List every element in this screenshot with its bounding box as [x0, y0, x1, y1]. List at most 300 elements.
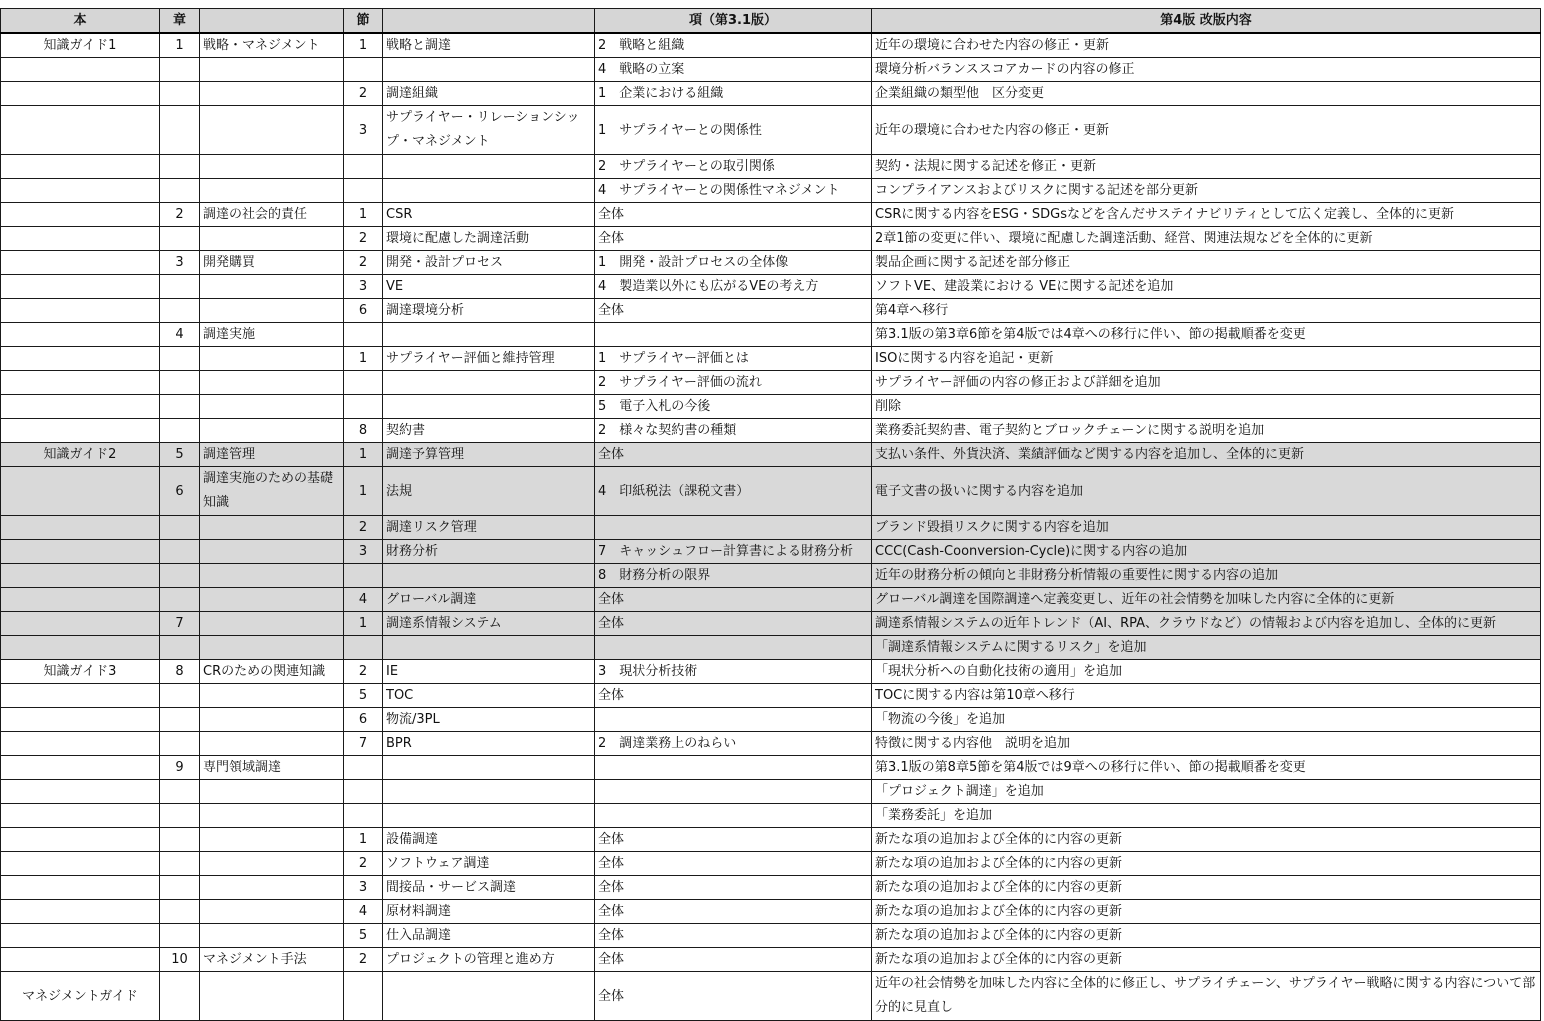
cell-rev: 「物流の今後」を追加	[872, 708, 1541, 732]
cell-item: 2 戦略と組織	[595, 33, 872, 58]
cell-ch	[160, 564, 200, 588]
table-row	[1, 564, 1541, 588]
cell-ch: 3	[160, 251, 200, 275]
table-row	[1, 732, 1541, 756]
cell-ch-name	[200, 58, 344, 82]
cell-sec-name: 原材料調達	[383, 900, 595, 924]
revision-table	[0, 8, 1541, 1021]
table-row	[1, 924, 1541, 948]
cell-rev: 2章1節の変更に伴い、環境に配慮した調達活動、経営、関連法規などを全体的に更新	[872, 227, 1541, 251]
cell-book	[1, 516, 160, 540]
cell-item: 全体	[595, 852, 872, 876]
cell-item: 全体	[595, 828, 872, 852]
cell-sec	[344, 179, 383, 203]
table-row	[1, 106, 1541, 155]
cell-sec-name: 仕入品調達	[383, 924, 595, 948]
table-row	[1, 395, 1541, 419]
cell-rev: 第3.1版の第8章5節を第4版では9章への移行に伴い、節の掲載順番を変更	[872, 756, 1541, 780]
cell-ch	[160, 780, 200, 804]
cell-book	[1, 564, 160, 588]
cell-book	[1, 347, 160, 371]
cell-sec: 8	[344, 419, 383, 443]
cell-item: 4 印紙税法（課税文書）	[595, 467, 872, 516]
cell-sec-name: CSR	[383, 203, 595, 227]
cell-rev: ソフトVE、建設業における VEに関する記述を追加	[872, 275, 1541, 299]
cell-ch	[160, 804, 200, 828]
cell-sec	[344, 564, 383, 588]
table-row	[1, 780, 1541, 804]
table-row	[1, 516, 1541, 540]
table-row	[1, 852, 1541, 876]
cell-book	[1, 924, 160, 948]
cell-rev: CSRに関する内容をESG・SDGsなどを含んだサステイナビリティとして広く定義し、全体的に更新	[872, 203, 1541, 227]
cell-item: 全体	[595, 588, 872, 612]
cell-item: 全体	[595, 443, 872, 467]
cell-rev: 近年の財務分析の傾向と非財務分析情報の重要性に関する内容の追加	[872, 564, 1541, 588]
cell-ch-name: 調達の社会的責任	[200, 203, 344, 227]
cell-sec-name	[383, 395, 595, 419]
cell-ch-name	[200, 852, 344, 876]
cell-ch	[160, 58, 200, 82]
cell-sec: 1	[344, 467, 383, 516]
cell-book	[1, 852, 160, 876]
table-row	[1, 371, 1541, 395]
cell-ch-name	[200, 972, 344, 1021]
cell-ch-name	[200, 275, 344, 299]
cell-rev: サプライヤー評価の内容の修正および詳細を追加	[872, 371, 1541, 395]
cell-ch	[160, 347, 200, 371]
table-row	[1, 804, 1541, 828]
cell-item: 全体	[595, 876, 872, 900]
cell-rev: 業務委託契約書、電子契約とブロックチェーンに関する説明を追加	[872, 419, 1541, 443]
cell-sec-name	[383, 636, 595, 660]
cell-ch-name: 戦略・マネジメント	[200, 33, 344, 58]
cell-item: 全体	[595, 612, 872, 636]
table-row	[1, 299, 1541, 323]
cell-ch	[160, 684, 200, 708]
cell-ch-name	[200, 612, 344, 636]
cell-ch-name: 開発購買	[200, 251, 344, 275]
cell-item	[595, 323, 872, 347]
cell-book	[1, 275, 160, 299]
cell-sec-name: 調達リスク管理	[383, 516, 595, 540]
cell-book	[1, 179, 160, 203]
cell-book	[1, 780, 160, 804]
header-section-name	[383, 9, 595, 34]
cell-sec-name: TOC	[383, 684, 595, 708]
cell-rev: 製品企画に関する記述を部分修正	[872, 251, 1541, 275]
table-row	[1, 467, 1541, 516]
cell-ch-name	[200, 924, 344, 948]
header-book: 本	[1, 9, 160, 34]
cell-ch-name	[200, 780, 344, 804]
cell-book	[1, 371, 160, 395]
cell-ch: 5	[160, 443, 200, 467]
cell-ch	[160, 636, 200, 660]
cell-sec-name: グローバル調達	[383, 588, 595, 612]
table-row	[1, 251, 1541, 275]
cell-item: 4 戦略の立案	[595, 58, 872, 82]
cell-sec-name	[383, 780, 595, 804]
cell-sec: 1	[344, 347, 383, 371]
cell-item: 2 サプライヤー評価の流れ	[595, 371, 872, 395]
cell-book	[1, 948, 160, 972]
cell-ch-name	[200, 227, 344, 251]
cell-sec: 2	[344, 660, 383, 684]
cell-ch-name	[200, 347, 344, 371]
cell-ch: 10	[160, 948, 200, 972]
cell-rev: 新たな項の追加および全体的に内容の更新	[872, 852, 1541, 876]
cell-ch	[160, 588, 200, 612]
table-row	[1, 347, 1541, 371]
cell-rev: 企業組織の類型他 区分変更	[872, 82, 1541, 106]
cell-ch	[160, 516, 200, 540]
cell-sec-name: 契約書	[383, 419, 595, 443]
cell-item: 全体	[595, 227, 872, 251]
cell-ch-name	[200, 804, 344, 828]
cell-item: 全体	[595, 948, 872, 972]
cell-rev: ブランド毀損リスクに関する内容を追加	[872, 516, 1541, 540]
cell-sec: 5	[344, 684, 383, 708]
cell-ch	[160, 852, 200, 876]
cell-ch	[160, 179, 200, 203]
cell-ch-name	[200, 371, 344, 395]
cell-sec-name: 設備調達	[383, 828, 595, 852]
cell-sec	[344, 780, 383, 804]
cell-item: 2 サプライヤーとの取引関係	[595, 155, 872, 179]
table-row	[1, 33, 1541, 58]
table-row	[1, 82, 1541, 106]
header-item: 項（第3.1版）	[595, 9, 872, 34]
cell-sec: 4	[344, 588, 383, 612]
cell-rev: 「現状分析への自動化技術の適用」を追加	[872, 660, 1541, 684]
cell-book	[1, 804, 160, 828]
cell-rev: 「プロジェクト調達」を追加	[872, 780, 1541, 804]
cell-item: 全体	[595, 684, 872, 708]
cell-sec-name: ソフトウェア調達	[383, 852, 595, 876]
cell-item: 全体	[595, 924, 872, 948]
cell-sec	[344, 972, 383, 1021]
cell-sec-name: 調達予算管理	[383, 443, 595, 467]
cell-sec-name: IE	[383, 660, 595, 684]
cell-sec-name: 環境に配慮した調達活動	[383, 227, 595, 251]
table-row	[1, 58, 1541, 82]
header-chapter-name	[200, 9, 344, 34]
cell-sec: 6	[344, 299, 383, 323]
cell-book	[1, 540, 160, 564]
cell-ch-name	[200, 684, 344, 708]
cell-book	[1, 251, 160, 275]
cell-rev: 削除	[872, 395, 1541, 419]
cell-book	[1, 684, 160, 708]
cell-ch-name	[200, 588, 344, 612]
cell-sec: 2	[344, 516, 383, 540]
cell-sec-name: プロジェクトの管理と進め方	[383, 948, 595, 972]
cell-ch-name: 調達管理	[200, 443, 344, 467]
table-row	[1, 203, 1541, 227]
cell-ch: 6	[160, 467, 200, 516]
cell-sec-name: 財務分析	[383, 540, 595, 564]
cell-rev: 新たな項の追加および全体的に内容の更新	[872, 948, 1541, 972]
cell-item	[595, 708, 872, 732]
cell-ch-name: CRのための関連知識	[200, 660, 344, 684]
header-chapter: 章	[160, 9, 200, 34]
cell-book	[1, 203, 160, 227]
cell-book	[1, 467, 160, 516]
cell-sec-name: 調達組織	[383, 82, 595, 106]
table-row	[1, 227, 1541, 251]
table-row	[1, 275, 1541, 299]
cell-sec: 1	[344, 828, 383, 852]
cell-sec: 5	[344, 924, 383, 948]
cell-book	[1, 876, 160, 900]
cell-ch	[160, 155, 200, 179]
cell-ch	[160, 972, 200, 1021]
cell-sec: 2	[344, 251, 383, 275]
cell-item	[595, 636, 872, 660]
cell-item: 4 サプライヤーとの関係性マネジメント	[595, 179, 872, 203]
cell-item: 全体	[595, 299, 872, 323]
cell-ch	[160, 828, 200, 852]
cell-sec: 6	[344, 708, 383, 732]
cell-sec-name: BPR	[383, 732, 595, 756]
cell-book	[1, 106, 160, 155]
cell-ch: 9	[160, 756, 200, 780]
cell-book: 知識ガイド1	[1, 33, 160, 58]
cell-ch-name	[200, 179, 344, 203]
cell-item: 1 企業における組織	[595, 82, 872, 106]
cell-ch: 8	[160, 660, 200, 684]
cell-rev: CCC(Cash-Coonversion-Cycle)に関する内容の追加	[872, 540, 1541, 564]
cell-sec: 3	[344, 876, 383, 900]
cell-ch: 1	[160, 33, 200, 58]
cell-rev: 近年の環境に合わせた内容の修正・更新	[872, 106, 1541, 155]
table-row	[1, 828, 1541, 852]
cell-ch-name	[200, 636, 344, 660]
cell-book	[1, 323, 160, 347]
table-row	[1, 756, 1541, 780]
cell-ch-name	[200, 828, 344, 852]
cell-ch	[160, 371, 200, 395]
cell-rev: 「調達系情報システムに関するリスク」を追加	[872, 636, 1541, 660]
cell-sec-name: 戦略と調達	[383, 33, 595, 58]
cell-ch-name: 調達実施	[200, 323, 344, 347]
cell-sec	[344, 804, 383, 828]
cell-item: 1 サプライヤーとの関係性	[595, 106, 872, 155]
cell-book	[1, 828, 160, 852]
cell-sec-name: 物流/3PL	[383, 708, 595, 732]
cell-rev: 特徴に関する内容他 説明を追加	[872, 732, 1541, 756]
cell-sec	[344, 636, 383, 660]
table-row	[1, 443, 1541, 467]
cell-ch	[160, 732, 200, 756]
cell-sec	[344, 155, 383, 179]
cell-item: 1 開発・設計プロセスの全体像	[595, 251, 872, 275]
cell-book	[1, 588, 160, 612]
cell-rev: 新たな項の追加および全体的に内容の更新	[872, 924, 1541, 948]
header-row	[1, 9, 1541, 34]
cell-sec	[344, 756, 383, 780]
cell-ch-name	[200, 155, 344, 179]
cell-item: 5 電子入札の今後	[595, 395, 872, 419]
cell-rev: 支払い条件、外貨決済、業績評価など関する内容を追加し、全体的に更新	[872, 443, 1541, 467]
cell-ch	[160, 708, 200, 732]
cell-ch: 7	[160, 612, 200, 636]
cell-sec: 1	[344, 612, 383, 636]
cell-book	[1, 299, 160, 323]
cell-ch-name	[200, 900, 344, 924]
cell-ch	[160, 419, 200, 443]
cell-rev: ISOに関する内容を追記・更新	[872, 347, 1541, 371]
cell-book	[1, 756, 160, 780]
cell-item	[595, 780, 872, 804]
cell-item: 7 キャッシュフロー計算書による財務分析	[595, 540, 872, 564]
cell-book	[1, 155, 160, 179]
cell-ch	[160, 900, 200, 924]
cell-sec-name	[383, 371, 595, 395]
cell-ch-name	[200, 299, 344, 323]
cell-ch-name	[200, 540, 344, 564]
cell-book: マネジメントガイド	[1, 972, 160, 1021]
cell-sec: 1	[344, 33, 383, 58]
cell-sec: 3	[344, 106, 383, 155]
cell-sec-name	[383, 155, 595, 179]
cell-rev: 「業務委託」を追加	[872, 804, 1541, 828]
cell-ch-name	[200, 419, 344, 443]
cell-item	[595, 756, 872, 780]
cell-rev: 第4章へ移行	[872, 299, 1541, 323]
table-row	[1, 708, 1541, 732]
cell-item: 3 現状分析技術	[595, 660, 872, 684]
cell-ch-name	[200, 708, 344, 732]
cell-ch-name	[200, 732, 344, 756]
table-row	[1, 684, 1541, 708]
cell-sec-name	[383, 972, 595, 1021]
cell-ch	[160, 82, 200, 106]
cell-rev: 第3.1版の第3章6節を第4版では4章への移行に伴い、節の掲載順番を変更	[872, 323, 1541, 347]
cell-book	[1, 636, 160, 660]
cell-book	[1, 708, 160, 732]
cell-sec	[344, 58, 383, 82]
cell-ch	[160, 924, 200, 948]
cell-sec-name	[383, 756, 595, 780]
cell-ch	[160, 275, 200, 299]
table-row	[1, 419, 1541, 443]
cell-book	[1, 612, 160, 636]
cell-ch	[160, 227, 200, 251]
table-row	[1, 612, 1541, 636]
cell-rev: 近年の社会情勢を加味した内容に全体的に修正し、サプライチェーン、サプライヤー戦略に関する内容について部分的に見直し	[872, 972, 1541, 1021]
cell-ch	[160, 106, 200, 155]
table-row	[1, 948, 1541, 972]
cell-ch-name	[200, 82, 344, 106]
header-section: 節	[344, 9, 383, 34]
cell-sec	[344, 323, 383, 347]
table-row	[1, 155, 1541, 179]
cell-sec-name: VE	[383, 275, 595, 299]
cell-rev: 新たな項の追加および全体的に内容の更新	[872, 900, 1541, 924]
cell-ch-name	[200, 516, 344, 540]
cell-sec-name	[383, 179, 595, 203]
table-row	[1, 323, 1541, 347]
cell-sec: 2	[344, 227, 383, 251]
table-row	[1, 636, 1541, 660]
cell-item: 全体	[595, 972, 872, 1021]
cell-rev: 契約・法規に関する記述を修正・更新	[872, 155, 1541, 179]
cell-ch-name	[200, 876, 344, 900]
cell-rev: 環境分析バランススコアカードの内容の修正	[872, 58, 1541, 82]
cell-book	[1, 82, 160, 106]
cell-sec-name	[383, 564, 595, 588]
cell-sec: 2	[344, 948, 383, 972]
table-row	[1, 972, 1541, 1021]
table-row	[1, 900, 1541, 924]
cell-rev: グローバル調達を国際調達へ定義変更し、近年の社会情勢を加味した内容に全体的に更新	[872, 588, 1541, 612]
cell-sec	[344, 371, 383, 395]
cell-item: 全体	[595, 900, 872, 924]
cell-book	[1, 900, 160, 924]
cell-book	[1, 732, 160, 756]
cell-ch-name	[200, 395, 344, 419]
cell-rev: 調達系情報システムの近年トレンド（AI、RPA、クラウドなど）の情報および内容を追加し、全体的に更新	[872, 612, 1541, 636]
cell-item: 8 財務分析の限界	[595, 564, 872, 588]
cell-sec: 1	[344, 203, 383, 227]
cell-rev: コンプライアンスおよびリスクに関する記述を部分更新	[872, 179, 1541, 203]
cell-item: 1 サプライヤー評価とは	[595, 347, 872, 371]
cell-book	[1, 227, 160, 251]
cell-book	[1, 58, 160, 82]
cell-ch-name: 専門領域調達	[200, 756, 344, 780]
cell-sec-name	[383, 804, 595, 828]
cell-ch-name	[200, 106, 344, 155]
cell-rev: 電子文書の扱いに関する内容を追加	[872, 467, 1541, 516]
cell-sec: 2	[344, 82, 383, 106]
cell-rev: 近年の環境に合わせた内容の修正・更新	[872, 33, 1541, 58]
cell-sec: 7	[344, 732, 383, 756]
cell-sec: 2	[344, 852, 383, 876]
cell-book: 知識ガイド3	[1, 660, 160, 684]
cell-sec-name: サプライヤー・リレーションシップ・マネジメント	[383, 106, 595, 155]
cell-item: 2 様々な契約書の種類	[595, 419, 872, 443]
cell-ch-name: マネジメント手法	[200, 948, 344, 972]
cell-ch-name	[200, 564, 344, 588]
table-body	[1, 33, 1541, 1021]
cell-ch	[160, 540, 200, 564]
cell-rev: 新たな項の追加および全体的に内容の更新	[872, 876, 1541, 900]
cell-rev: 新たな項の追加および全体的に内容の更新	[872, 828, 1541, 852]
cell-item: 2 調達業務上のねらい	[595, 732, 872, 756]
cell-sec-name	[383, 323, 595, 347]
cell-sec-name: 調達環境分析	[383, 299, 595, 323]
cell-ch: 2	[160, 203, 200, 227]
cell-ch	[160, 876, 200, 900]
table-row	[1, 660, 1541, 684]
cell-sec: 3	[344, 275, 383, 299]
cell-sec: 1	[344, 443, 383, 467]
cell-book	[1, 395, 160, 419]
cell-ch: 4	[160, 323, 200, 347]
cell-sec-name	[383, 58, 595, 82]
cell-sec: 4	[344, 900, 383, 924]
cell-item	[595, 804, 872, 828]
cell-book	[1, 419, 160, 443]
cell-sec: 3	[344, 540, 383, 564]
cell-rev: TOCに関する内容は第10章へ移行	[872, 684, 1541, 708]
cell-sec-name: 調達系情報システム	[383, 612, 595, 636]
cell-ch	[160, 395, 200, 419]
cell-sec	[344, 395, 383, 419]
cell-sec-name: 間接品・サービス調達	[383, 876, 595, 900]
